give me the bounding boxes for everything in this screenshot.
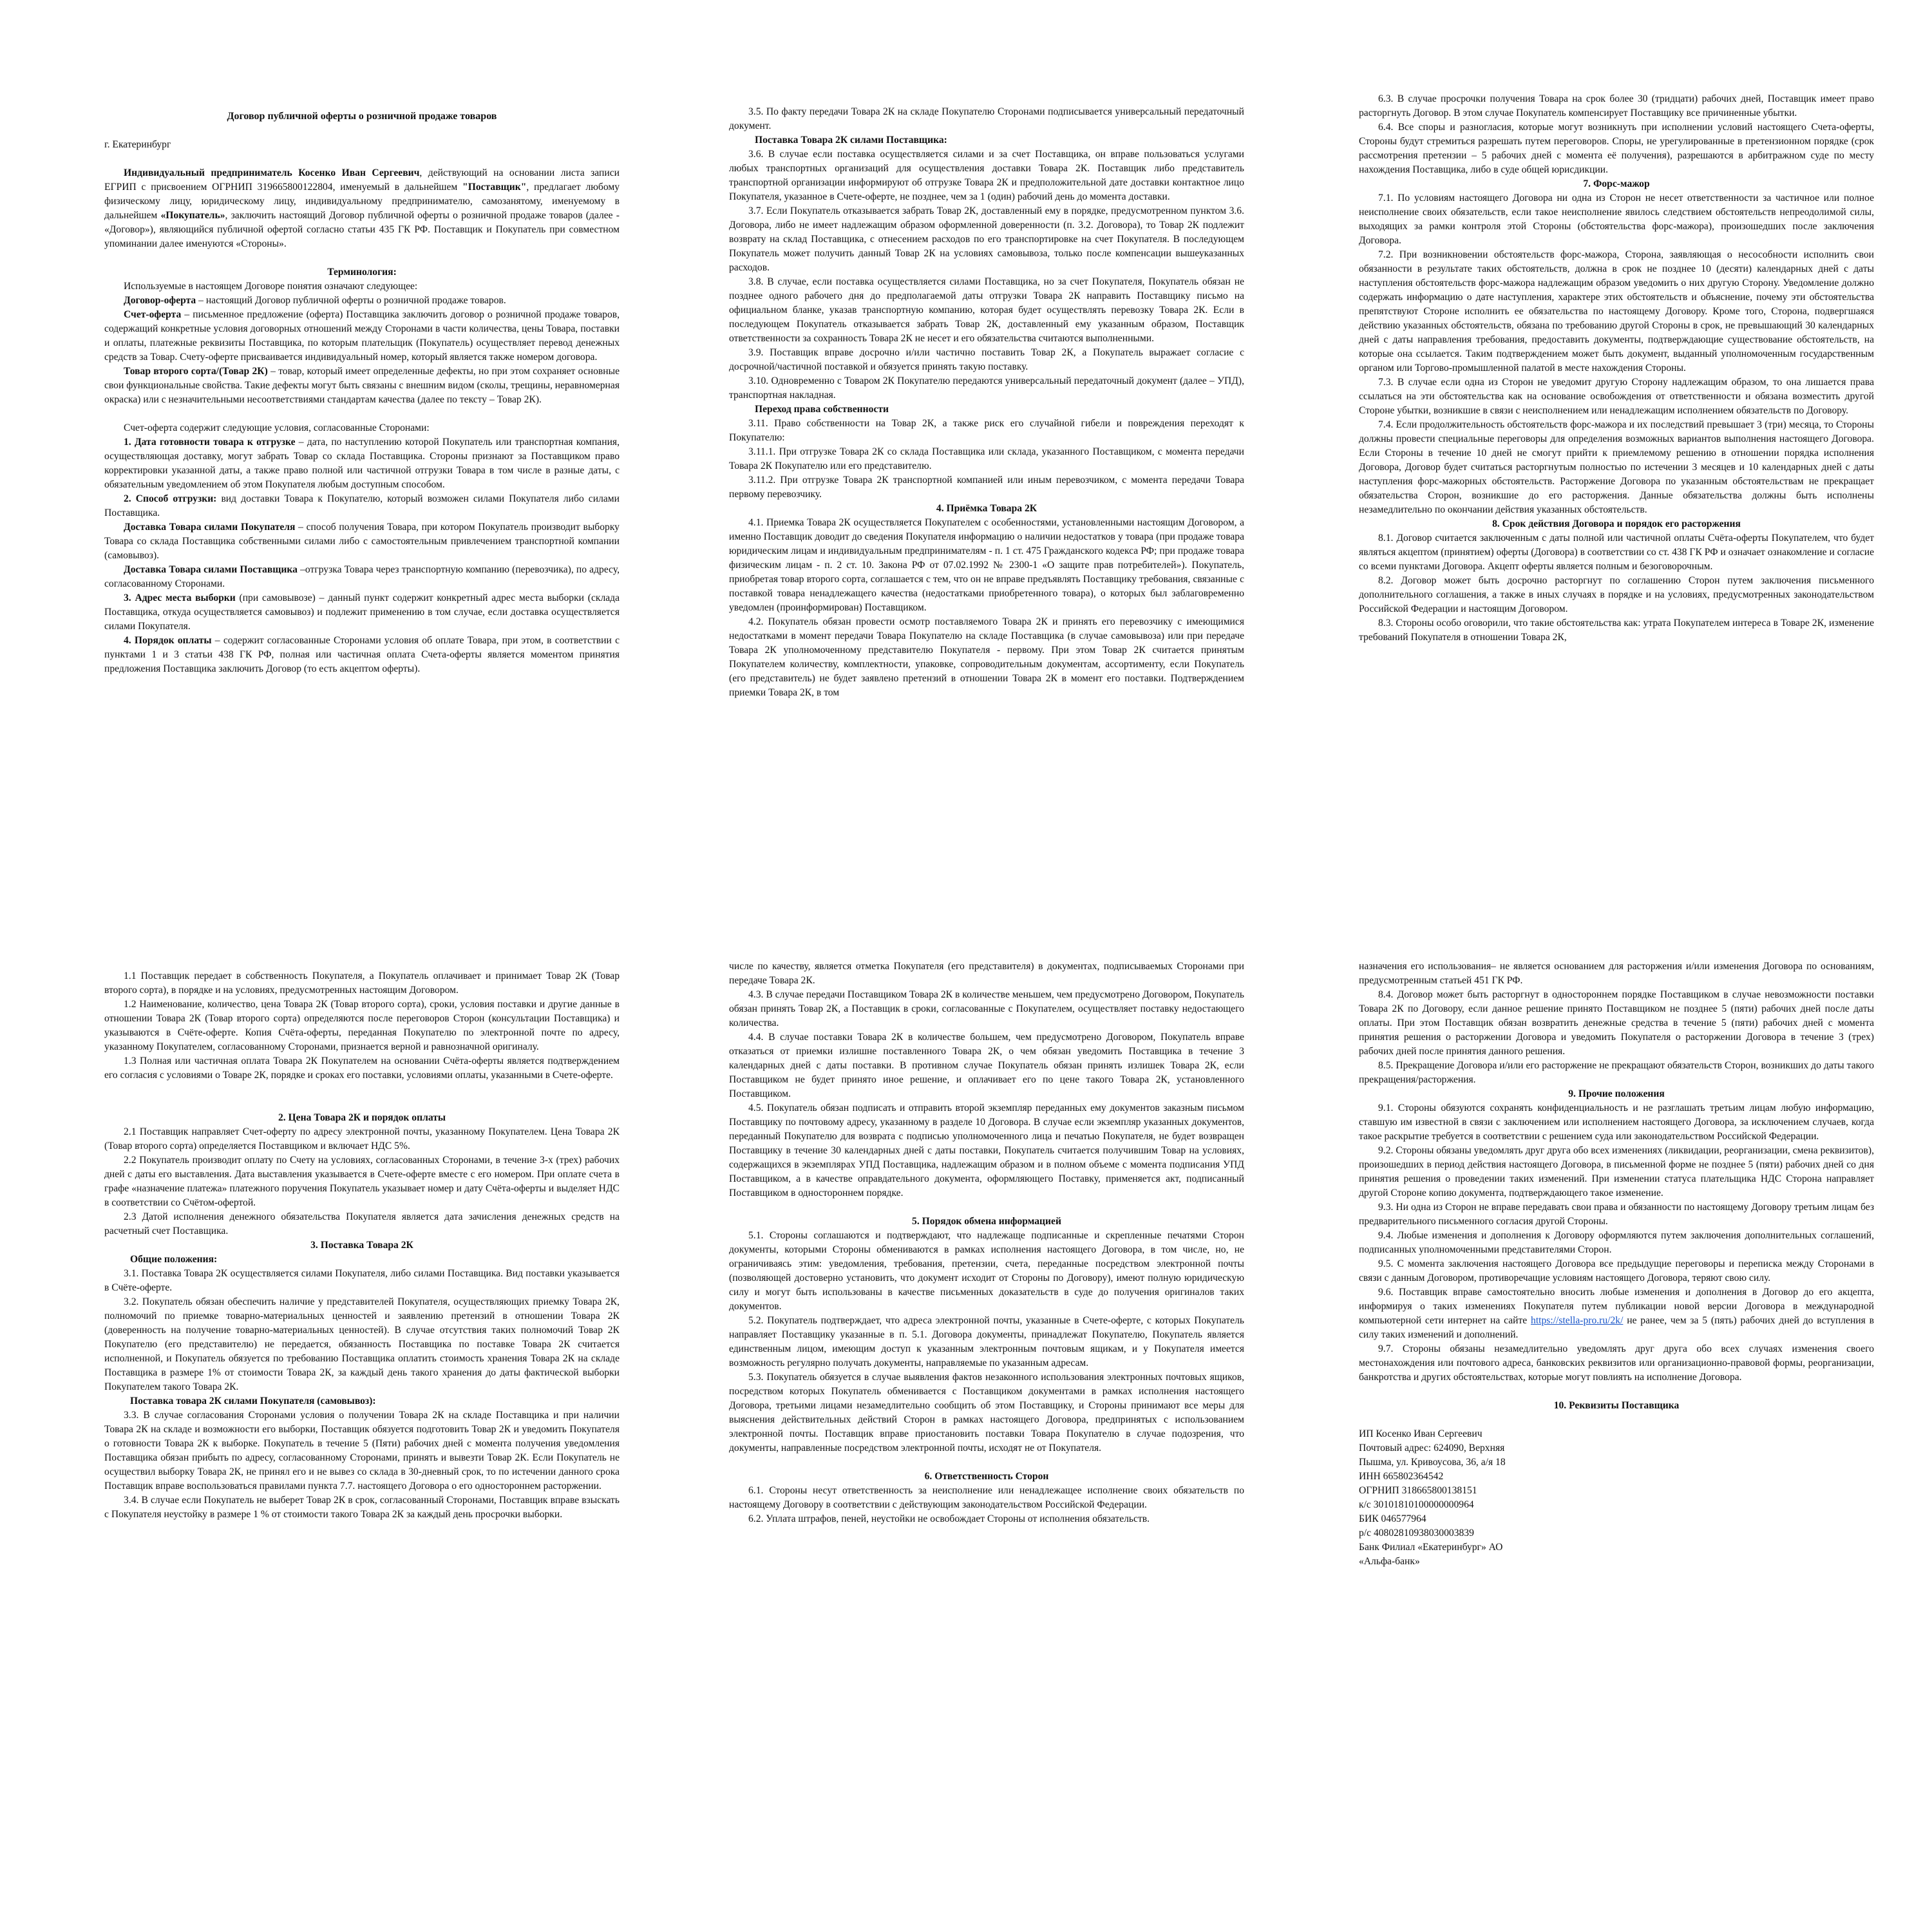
document-page-3 xyxy=(1359,92,1874,862)
paragraph: 9.5. С момента заключения настоящего Договора все предыдущие переговоры и переписка между Сторонами в связи с данным Договором, противоречащие условиям настоящего Договора, теряют свою силу. xyxy=(1359,1258,1874,1283)
paragraph: 5.1. Стороны соглашаются и подтверждают, что надлежаще подписанные и скрепленные печатями Сторон документы, которыми Стороны обмениваются в рамках исполнения настоящего Договора, в том числе, но, не ограничиваясь этим: уведомления, требования, претензии, счета, переданные посредством электронной почты (позволяющей достоверно установить, что документ исходит от Стороны по Договору), имеют полную юридическую силу и могут быть использованы в качестве письменных доказательств в суде до получения оригиналов таких документов. xyxy=(729,1230,1244,1312)
paragraph: 4.5. Покупатель обязан подписать и отправить второй экземпляр переданных ему документов заказным письмом Поставщику по почтовому адресу, указанному в разделе 10 Договора. В случае если экземпляр указанных документов, переданный Покупателю для возврата с подписью уполномоченного лица и печатью Покупателя, не будет возвращен Поставщику в течение 30 календарных дней с даты поставки, Покупатель считается получившим Товар на условиях, содержащихся в экземплярах УПД Поставщика, надлежащим образом и в полном объеме с момента подписания УПД Поставщиком, а в качестве оправдательного документа, оформляющего Поставку, применяется акт, подписанный Поставщиком в одностороннем порядке. xyxy=(729,1103,1244,1198)
requisite-line: ИП Косенко Иван Сергеевич xyxy=(1359,1428,1482,1439)
paragraph: 8.5. Прекращение Договора и/или его расторжение не прекращают обязательств Сторон, возникших до даты такого прекращения/расторжения. xyxy=(1359,1060,1874,1085)
requisite-line: Банк Филиал «Екатеринбург» АО xyxy=(1359,1542,1503,1553)
website-link[interactable]: https://stella-pro.ru/2k/ xyxy=(1531,1315,1624,1326)
requisite-line: БИК 046577964 xyxy=(1359,1513,1426,1524)
paragraph: 8.4. Договор может быть расторгнут в одностороннем порядке Поставщиком в случае невозможности поставки Товара 2К по Договору, если данное решение принято Поставщиком не позднее 5 (пяти) рабочих дней после даты оплаты. При этом Поставщик обязан возвратить денежные средства в течение 5 (пяти) рабочих дней с момента принятия решения о расторжении Договора и уведомить Покупателя о расторжении Договора в течение 3 (трех) рабочих дней после принятия данного решения. xyxy=(1359,989,1874,1057)
paragraph: 8.3. Стороны особо оговорили, что такие обстоятельства как: утрата Покупателем интереса в Товаре 2К, изменение требований Покупателя в отношении Товара 2К, xyxy=(1359,618,1874,643)
paragraph: 7.1. По условиям настоящего Договора ни одна из Сторон не несет ответственности за частичное или полное неисполнение своих обязательств, если такое неисполнение явилось следствием обстоятельств непреодолимой силы, выходящих за рамки контроля этой Стороны (обстоятельства форс-мажора), произошедших после заключения Договора. xyxy=(1359,193,1874,246)
subheading: Общие положения: xyxy=(130,1254,218,1265)
paragraph: 3.8. В случае, если поставка осуществляется силами Поставщика, но за счет Покупателя, Покупатель обязан не позднее одного рабочего дня до предполагаемой даты отгрузки Товара 2К направить Поставщику письмо на официальном бланке, указав транспортную компанию, которая будет осуществлять перевозку Товара 2К. Если в последующем Покупатель отказывается забрать Товар 2К, доставленный ему указанным образом, Поставщик ответственности за сохранность Товара 2К не несет и его обязательства считаются выполненными. xyxy=(729,276,1244,344)
section-heading: 7. Форс-мажор xyxy=(1583,178,1650,189)
paragraph: 9.4. Любые изменения и дополнения к Договору оформляются путем заключения дополнительных соглашений, подписанных уполномоченными представителями Сторон. xyxy=(1359,1230,1874,1255)
city: г. Екатеринбург xyxy=(104,139,171,150)
paragraph: 1. Дата готовности товара к отгрузке – дата, по наступлению которой Покупатель или транспортная компания, осуществляющая доставку, могут забрать Товар со склада Поставщика. Стороны признают за Поставщиком право корректировки указанной даты, а также право полной или частичной отгрузки Товара в том числе в разные даты, с обязательным уведомлением об этом Покупателя любым доступным способом. xyxy=(104,437,620,490)
requisite-line: Почтовый адрес: 624090, Верхняя xyxy=(1359,1443,1505,1454)
paragraph: 2.3 Датой исполнения денежного обязательства Покупателя является дата зачисления денежных средств на расчетный счет Поставщика. xyxy=(104,1211,620,1236)
paragraph: 2.1 Поставщик направляет Счет-оферту по адресу электронной почты, указанному Покупателем. Цена Товара 2К (Товар второго сорта) определяется Поставщиком и включает НДС 5%. xyxy=(104,1126,620,1151)
section-heading: 10. Реквизиты Поставщика xyxy=(1553,1400,1680,1411)
section-heading: 2. Цена Товара 2К и порядок оплаты xyxy=(278,1112,446,1123)
paragraph: 1.1 Поставщик передает в собственность Покупателя, а Покупатель оплачивает и принимает Товар 2К (Товар второго сорта), в порядке и на условиях, предусмотренных настоящим Договором. xyxy=(104,971,620,996)
paragraph: 9.2. Стороны обязаны уведомлять друг друга обо всех изменениях (ликвидации, реорганизации, смена реквизитов), произошедших в период действия настоящего Договора, в письменной форме не позднее 5 (пяти) рабочих дней со дня принятия решения о проведении таких изменений. При изменении статуса плательщика НДС Сторона направляет другой Стороне копию документа, подтверждающего такое изменение. xyxy=(1359,1145,1874,1198)
paragraph: числе по качеству, является отметка Покупателя (его представителя) в документах, подписываемых Сторонами при передаче Товара 2К. xyxy=(729,961,1244,986)
supplier-requisites xyxy=(1359,1427,1874,1569)
paragraph: 1.2 Наименование, количество, цена Товара 2К (Товар второго сорта), сроки, условия поставки и другие данные в отношении Товара 2К (Товар второго сорта) определяются после переговоров Сторон (консультации Поставщика) и указываются в Счёте-оферте. Копия Счёта-оферты, переданная Покупателю по электронной почте по адресу, указанному Покупателем, согласованному Сторонами, признается верной и равнозначной оригиналу. xyxy=(104,999,620,1052)
document-page-6 xyxy=(1359,960,1874,1810)
paragraph: 3.9. Поставщик вправе досрочно и/или частично поставить Товар 2К, а Покупатель выражает согласие с досрочной/частичной поставкой и обязуется принять такую поставку. xyxy=(729,347,1244,372)
subheading: Переход права собственности xyxy=(755,404,889,415)
paragraph: 9.3. Ни одна из Сторон не вправе передавать свои права и обязанности по настоящему Договору третьим лицам без предварительного письменного согласия другой Стороны. xyxy=(1359,1202,1874,1227)
paragraph: 3.10. Одновременно с Товаром 2К Покупателю передаются универсальный передаточный документ (далее – УПД), транспортная накладная. xyxy=(729,375,1244,401)
paragraph: 4.4. В случае поставки Товара 2К в количестве большем, чем предусмотрено Договором, Покупатель вправе отказаться от приемки излишне поставленного Товара 2К, о чем обязан уведомить Поставщика в течение 3 календарных дней с даты поставки. В противном случае Покупатель обязан принять излишек Товара 2К, если Поставщиком не будет принято иное решение, и оплачивает его по цене такого Товара 2К, установленного Поставщиком. xyxy=(729,1032,1244,1099)
paragraph: 8.1. Договор считается заключенным с даты полной или частичной оплаты Счёта-оферты Покупателем, что будет являться акцептом (принятием) оферты (Договора) в соответствии со ст. 438 ГК РФ и означает ознакомление и согласие со всеми пунктами Договора. Акцепт оферты является полным и безоговорочным. xyxy=(1359,533,1874,572)
requisite-line: Пышма, ул. Кривоусова, 36, а/я 18 xyxy=(1359,1457,1506,1468)
paragraph: 2. Способ отгрузки: вид доставки Товара к Покупателю, который возможен силами Покупателя либо силами Поставщика. xyxy=(104,493,620,518)
section-heading: 8. Срок действия Договора и порядок его расторжения xyxy=(1492,518,1741,529)
paragraph: 3.6. В случае если поставка осуществляется силами и за счет Поставщика, он вправе пользоваться услугами любых транспортных организаций для осуществления доставки Товара 2К. Поставщик либо представитель транспортной организации информируют об отгрузке Товара 2К и предположительной дате доставки контактное лицо Покупателя, указанное в Счете-оферте, не позднее, чем за 1 (один) рабочий день до момента доставки. xyxy=(729,149,1244,202)
paragraph: 3.11.2. При отгрузке Товара 2К транспортной компанией или иным перевозчиком, с момента передачи Товара первому перевозчику. xyxy=(729,475,1244,500)
subheading: Поставка Товара 2К силами Поставщика: xyxy=(755,135,947,146)
paragraph: 3.5. По факту передачи Товара 2К на складе Покупателю Сторонами подписывается универсальный передаточный документ. xyxy=(729,106,1244,131)
paragraph: 7.2. При возникновении обстоятельств форс-мажора, Сторона, заявляющая о несособности исполнить свои обязанности в результате таких обстоятельств, должна в срок не позднее 10 (десяти) календарных дней с даты наступления обстоятельств форс-мажора надлежащим образом уведомить о них другую Сторону. Уведомление должно содержать информацию о дате наступления, характере этих обстоятельств и объяснение, почему эти обстоятельства препятствуют Стороне исполнить ее обязательства по настоящему Договору. Кроме того, Сторона, подвергшаяся действию указанных обстоятельств, обязана по требованию другой Стороны в срок, не превышающий 30 календарных дней с даты направления требования, предоставить документы, подтверждающие существование обстоятельств, на которые она ссылается. Таким подтверждением может быть документ, выданный уполномоченным государственным органом или Торгово-промышленной палатой в месте нахождения Стороны. xyxy=(1359,249,1874,374)
paragraph: Счет-оферта содержит следующие условия, согласованные Сторонами: xyxy=(124,422,430,433)
paragraph: 4.3. В случае передачи Поставщиком Товара 2К в количестве меньшем, чем предусмотрено Договором, Покупатель обязан принять Товар 2К, а Поставщик в сроки, согласованные с Покупателем, осуществляет поставку недостающего количества. xyxy=(729,989,1244,1028)
paragraph: 3.4. В случае если Покупатель не выберет Товар 2К в срок, согласованный Сторонами, Поставщик вправе взыскать с Покупателя неустойку в размере 1 % от стоимости такого Товара 2К за каждый день просрочки выборки. xyxy=(104,1495,620,1520)
paragraph: 6.3. В случае просрочки получения Товара на срок более 30 (тридцати) рабочих дней, Поставщик имеет право расторгнуть Договор. В этом случае Покупатель компенсирует Поставщику все причиненные убытки. xyxy=(1359,93,1874,118)
document-page-5 xyxy=(729,960,1244,1810)
paragraph: 3.11. Право собственности на Товар 2К, а также риск его случайной гибели и повреждения переходят к Покупателю: xyxy=(729,418,1244,443)
paragraph: 2.2 Покупатель производит оплату по Счету на условиях, согласованных Сторонами, в течение 3-х (трех) рабочих дней с даты его выставления. Дата выставления указывается в Счете-оферте вместе с его номером. При оплате счета в графе «назначение платежа» платежного поручения Покупатель указывает номер и дату Счёта-оферты и выделяет НДС в соответствии со Счётом-офертой. xyxy=(104,1155,620,1208)
section-heading: 4. Приёмка Товара 2К xyxy=(936,503,1037,514)
requisite-line: к/с 30101810100000000964 xyxy=(1359,1499,1474,1510)
document-page-2 xyxy=(729,105,1244,862)
paragraph: 3. Адрес места выборки (при самовывозе) – данный пункт содержит конкретный адрес места выборки (склада Поставщика, откуда осуществляется самовывоз) и подлежит применению в том случае, если доставка осуществляется силами Покупателя. xyxy=(104,592,620,632)
paragraph: 3.11.1. При отгрузке Товара 2К со склада Поставщика или склада, указанного Поставщиком, с момента передачи Товара 2К Покупателю или его представителю. xyxy=(729,446,1244,471)
paragraph: Договор-оферта – настоящий Договор публичной оферты о розничной продаже товаров. xyxy=(124,295,506,306)
intro-paragraph: Индивидуальный предприниматель Косенко Иван Сергеевич, действующий на основании листа записи ЕГРИП с присвоением ОГРНИП 319665800122804, именуемый в дальнейшем "Поставщик", предлагает любому физическому лицу, юридическому лицу, индивидуальному предпринимателю, самозанятому, именуемому в дальнейшем «Покупатель», заключить настоящий Договор публичной оферты о розничной продаже товаров (далее - «Договор»), являющийся публичной офертой согласно статьи 435 ГК РФ. Поставщик и Покупатель при совместном упоминании далее именуются «Стороны». xyxy=(104,167,620,249)
section-heading: 3. Поставка Товара 2К xyxy=(310,1240,413,1251)
document-page-4 xyxy=(104,969,620,1806)
paragraph: 3.3. В случае согласования Сторонами условия о получении Товара 2К на складе Поставщика и при наличии Товара 2К на складе и возможности его выборки, Поставщик обязуется подготовить Товар 2К и уведомить Покупателя о готовности Товара 2К к выборке. Покупатель в течение 5 (Пяти) рабочих дней с момента получения уведомления Поставщика обязан прибыть по адресу, согласованному Сторонами, принять и вывезти Товар 2К. Если Покупатель не осуществил выборку Товара 2К, не принял его и не вывез со склада в 30-дневный срок, то по истечении данного срока Поставщик вправе воспользоваться правилами пункта 7.7. настоящего Договора о его одностороннем расторжении. xyxy=(104,1410,620,1492)
paragraph: 4. Порядок оплаты – содержит согласованные Сторонами условия об оплате Товара, при этом, в соответствии с пунктами 1 и 3 статьи 438 ГК РФ, полная или частичная оплата Счета-оферты является моментом принятия предложения Поставщика заключить Договор (то есть акцептом оферты). xyxy=(104,635,620,674)
requisite-line: «Альфа-банк» xyxy=(1359,1556,1420,1567)
section-heading: 6. Ответственность Сторон xyxy=(924,1471,1049,1482)
paragraph: 3.2. Покупатель обязан обеспечить наличие у представителей Покупателя, осуществляющих приемку Товара 2К, полномочий по приемке товарно-материальных ценностей и заявлению претензий в отношении Товара 2К (доверенность на получение товарно-материальных ценностей). В случае отсутствия таких полномочий Товар 2К Покупателю (его представителю) не передается, обязанность Поставщика по поставке Товара 2К считается исполненной, и Покупатель обязуется по требованию Поставщика оплатить стоимость хранения Товара 2К на складе Поставщика в размере 1% от стоимости Товара 2К, за каждый день такого хранения до даты фактической выборки Покупателем такого Товара 2К. xyxy=(104,1296,620,1392)
paragraph: 7.4. Если продолжительность обстоятельств форс-мажора и их последствий превышает 3 (три) месяца, то Стороны должны провести специальные переговоры для определения возможных вариантов выполнения настоящего Договора. Если Стороны в течение 10 дней не смогут прийти к приемлемому решению в отношении порядка исполнения Договора, Договор будет считаться расторгнутым полностью по истечении 3 месяцев и 10 календарных дней с даты наступления форс-мажорных обстоятельств. Расторжение Договора по указанным обстоятельствам не прекращает обязательства Сторон, возникшие до его расторжения. Данные обязательства должны быть исполнены незамедлительно по окончании действия указанных обстоятельств. xyxy=(1359,419,1874,515)
requisite-line: ИНН 665802364542 xyxy=(1359,1471,1444,1482)
paragraph: 6.2. Уплата штрафов, пеней, неустойки не освобождает Стороны от исполнения обязательств. xyxy=(748,1513,1150,1524)
paragraph: Используемые в настоящем Договоре понятия означают следующее: xyxy=(124,281,418,292)
section-heading-terminology: Терминология: xyxy=(327,267,397,278)
paragraph: 5.2. Покупатель подтверждает, что адреса электронной почты, указанные в Счете-оферте, с которых Покупатель направляет Поставщику указанные в п. 5.1. Договора документы, принадлежат Покупателю, Покупатель является единственным лицом, имеющим доступ к указанным электронным почтовым ящикам, и у Покупателя имеется возможность регулярно получать документы, направляемые по указанным адресам. xyxy=(729,1315,1244,1368)
paragraph: 9.7. Стороны обязаны незамедлительно уведомлять друг друга обо всех случаях изменения своего местонахождения или почтового адреса, банковских реквизитов или организационно-правовой формы, реорганизации, банкротства и других обстоятельствах, которые могут повлиять на исполнение Договора. xyxy=(1359,1343,1874,1383)
paragraph: 4.2. Покупатель обязан провести осмотр поставляемого Товара 2К и принять его перевозчику с имеющимися недостатками в момент передачи Товара Покупателю на складе Поставщика (в случае самовывоза) или при передаче Товара 2К уполномоченному представителю Покупателя - первому. При этом Товар 2К считается принятым Покупателем количеству, комплектности, упаковке, сопроводительным документам, ассортименту, если Покупатель (его представитель) не будет заявлено претензий в отношении Товара 2К в момент его поставки. Подтверждением приемки Товара 2К, в том xyxy=(729,616,1244,698)
paragraph: 1.3 Полная или частичная оплата Товара 2К Покупателем на основании Счёта-оферты является подтверждением его согласия с условиями о Товаре 2К, порядке и сроках его поставки, условиями оплаты, указанными в Счете-оферте. xyxy=(104,1056,620,1081)
paragraph: 6.1. Стороны несут ответственность за неисполнение или ненадлежащее исполнение своих обязательств по настоящему Договору в соответствии с действующим законодательством Российской Федерации. xyxy=(729,1485,1244,1510)
section-heading: 9. Прочие положения xyxy=(1568,1088,1665,1099)
paragraph: 8.2. Договор может быть досрочно расторгнут по соглашению Сторон путем заключения письменного дополнительного соглашения, а также в иных случаях в порядке и на условиях, предусмотренных законодательством Российской Федерации и настоящим Договором. xyxy=(1359,575,1874,614)
paragraph: 7.3. В случае если одна из Сторон не уведомит другую Сторону надлежащим образом, то она лишается права ссылаться на эти обстоятельства как на основание освобождения от ответственности и обязана возместить другой Стороне убытки, возникшие в связи с неисполнением или ненадлежащим исполнением обязательств по Договору. xyxy=(1359,377,1874,416)
document-page-1 xyxy=(104,109,620,850)
document-title: Договор публичной оферты о розничной продаже товаров xyxy=(227,111,497,122)
section-heading: 5. Порядок обмена информацией xyxy=(912,1216,1061,1227)
paragraph: Доставка Товара силами Покупателя – способ получения Товара, при котором Покупатель производит выборку Товара со склада Поставщика собственными силами либо с самостоятельным привлечением транспортной компании (самовывоз). xyxy=(104,522,620,561)
paragraph: назначения его использования– не является основанием для расторжения и/или изменения Договора по основаниям, предусмотренным статьей 451 ГК РФ. xyxy=(1359,961,1874,986)
paragraph: 9.6. Поставщик вправе самостоятельно вносить любые изменения и дополнения в Договор до его акцепта, информируя о таких изменениях Покупателя путем публикации новой версии Договора в международной компьютерной сети интернет на сайте https://stella-pro.ru/2k/ не ранее, чем за 5 (пять) рабочих дней до вступления в силу таких изменений и дополнений. xyxy=(1359,1287,1874,1340)
subheading: Поставка товара 2К силами Покупателя (самовывоз): xyxy=(130,1396,376,1406)
requisite-line: р/с 40802810938030003839 xyxy=(1359,1528,1474,1539)
paragraph: 4.1. Приемка Товара 2К осуществляется Покупателем с особенностями, установленными настоящим Договором, а именно Поставщик доводит до сведения Покупателя информацию о наличии недостатков у товара (при продаже товара юридическим лицам и индивидуальным предпринимателям - п. 1 ст. 475 Гражданского кодекса РФ; при продаже товара физическим лицам - п. 2 ст. 10. Закона РФ от 07.02.1992 № 2300-1 «О защите прав потребителей»). Покупатель, приобретая товар второго сорта, соглашается с тем, что он не вправе предъявлять Поставщику требования, связанные с поставкой товара ненадлежащего качества (недостатками приобретенного товара), о которых был заблаговременно уведомлен (проинформирован) Поставщиком. xyxy=(729,517,1244,613)
requisite-line: ОГРНИП 318665800138151 xyxy=(1359,1485,1477,1496)
paragraph: Товар второго сорта/(Товар 2К) – товар, который имеет определенные дефекты, но при этом сохраняет основные свои функциональные свойства. Такие дефекты могут быть связаны с внешним видом (сколы, трещины, неравномерная окраска) или с незначительными несоответствиями стандартам качества (далее по тексту – Товар 2К). xyxy=(104,366,620,405)
paragraph: 9.1. Стороны обязуются сохранять конфиденциальность и не разглашать третьим лицам любую информацию, ставшую им известной в связи с заключением или исполнением настоящего Договора, за исключением случаев, когда такое раскрытие требуется в соответствии с решением суда или законодательством Российской Федерации. xyxy=(1359,1103,1874,1142)
paragraph: 5.3. Покупатель обязуется в случае выявления фактов незаконного использования электронных почтовых ящиков, посредством которых Покупатель обменивается с Поставщиком документами в рамках исполнения настоящего Договора, третьими лицами незамедлительно сообщить об этом Поставщику, и Стороны принимают все меры для выяснения действительных действий Сторон в рамках настоящего Договора, предпринятых с использованием электронной почты. Поставщик вправе приостановить поставки Товара Покупателю в случае подозрения, что документы, направленные посредством электронной почты, исходят не от Покупателя. xyxy=(729,1372,1244,1454)
paragraph: 3.7. Если Покупатель отказывается забрать Товар 2К, доставленный ему в порядке, предусмотренном пунктом 3.6. Договора, либо не имеет надлежащим образом оформленной доверенности (п. 3.2. Договора), то Товар 2К подлежит возврату на склад Поставщика, с отнесением расходов по его транспортировке на счет Покупателя. В последующем Покупатель может получить данный Товар 2К на условиях самовывоза, только после компенсации вышеуказанных расходов. xyxy=(729,205,1244,273)
paragraph: 3.1. Поставка Товара 2К осуществляется силами Покупателя, либо силами Поставщика. Вид поставки указывается в Счёте-оферте. xyxy=(104,1268,620,1293)
paragraph: 6.4. Все споры и разногласия, которые могут возникнуть при исполнении условий настоящего Счета-оферты, Стороны будут стремиться разрешать путем переговоров. Споры, не урегулированные в претензионном порядке (срок рассмотрения претензии – 5 рабочих дней с момента её получения), разрешаются в арбитражном суде по месту нахождения Поставщика, либо в суде общей юрисдикции. xyxy=(1359,122,1874,175)
paragraph: Доставка Товара силами Поставщика –отгрузка Товара через транспортную компанию (перевозчика), по адресу, согласованному Сторонами. xyxy=(104,564,620,589)
paragraph: Счет-оферта – письменное предложение (оферта) Поставщика заключить договор о розничной продаже товаров, содержащий конкретные условия договорных отношений между Сторонами в части количества, цены Товара, поставки и оплаты, платежные реквизиты Поставщика, по которым плательщик (Покупатель) осуществляет перевод денежных средств за Товар. Счету-оферте присваивается индивидуальный номер, который является также номером договора. xyxy=(104,309,620,363)
